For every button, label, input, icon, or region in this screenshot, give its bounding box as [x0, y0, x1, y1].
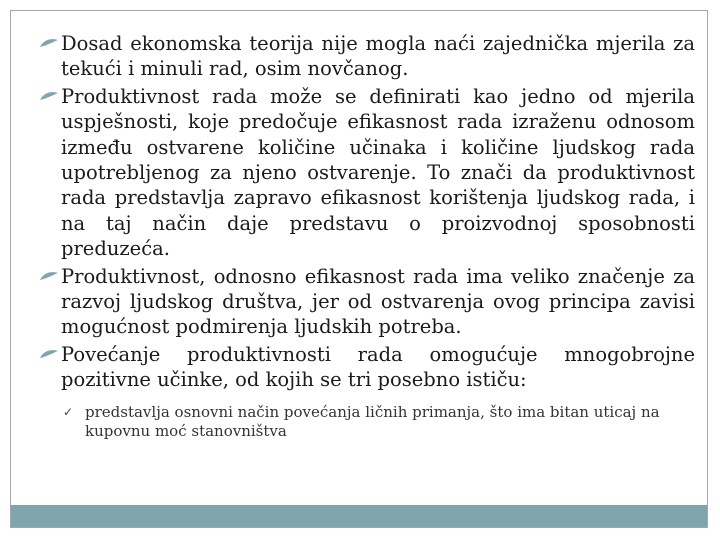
bullet-item	[43, 84, 695, 262]
bullet-item	[43, 31, 695, 82]
slide	[10, 10, 708, 528]
slide-content	[43, 31, 695, 441]
bullet-text: Produktivnost rada može se definirati kao jedno od mjerila uspješnosti, koje predočuje efikasnost rada izraženu odnosom između ostvarene količine učinaka i količine ljudskog rada upotrebljenog za njeno ostvarenje. To znači da produktivnost rada predstavlja zapravo efikasnost korištenja ljudskog rada, i na taj način daje predstavu o proizvodnoj sposobnosti preduzeća.	[61, 84, 695, 261]
checkmark-icon: ✓	[63, 404, 74, 419]
leaf-bullet-icon	[39, 349, 59, 361]
leaf-bullet-icon	[39, 91, 59, 103]
bullet-item	[43, 342, 695, 393]
leaf-bullet-icon	[39, 271, 59, 283]
bullet-text: Produktivnost, odnosno efikasnost rada ima veliko značenje za razvoj ljudskog društva, jer od ostvarenja ovog principa zavisi mogućnost podmirenja ljudskih potreba.	[61, 264, 695, 339]
sub-bullet-text: predstavlja osnovni način povećanja ličnih primanja, što ima bitan uticaj na kupovnu moć stanovništva	[85, 402, 660, 440]
bullet-text: Dosad ekonomska teorija nije mogla naći zajednička mjerila za tekući i minuli rad, osim novčanog.	[61, 32, 695, 81]
bullet-item	[43, 264, 695, 340]
sub-bullet-item	[61, 403, 695, 441]
leaf-bullet-icon	[39, 38, 59, 50]
footer-bar	[11, 505, 707, 527]
bullet-text: Povećanje produktivnosti rada omogućuje mnogobrojne pozitivne učinke, od kojih se tri posebno ističu:	[61, 342, 695, 392]
